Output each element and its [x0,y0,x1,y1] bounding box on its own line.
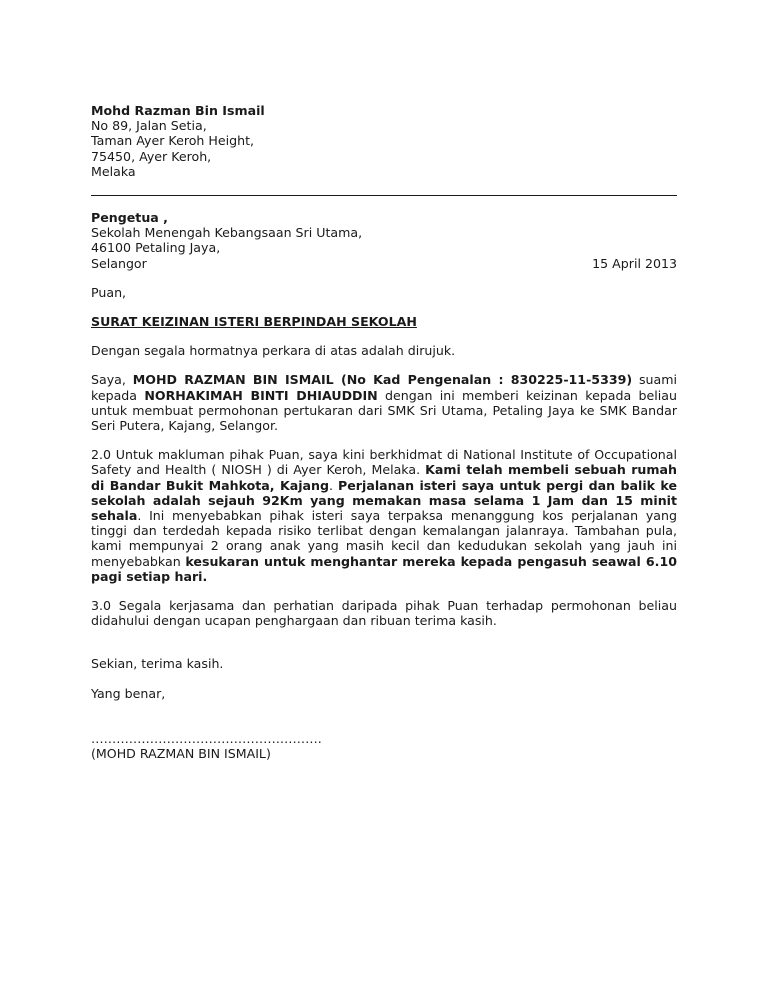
signature-name: (MOHD RAZMAN BIN ISMAIL) [91,746,271,762]
subject-heading: SURAT KEIZINAN ISTERI BERPINDAH SEKOLAH [91,314,417,330]
husband-identity: MOHD RAZMAN BIN ISMAIL (No Kad Pengenalan : 830225-11-5339) [132,372,633,388]
wife-name: NORHAKIMAH BINTI DHIAUDDIN [144,387,378,403]
sender-address-line: Taman Ayer Keroh Height, [91,133,255,149]
text: suami kepada [91,372,678,403]
text: . Ini menyebabkan pihak isteri saya terpaksa menanggung kos perjalanan yang tinggi dan terdedah kepada risiko terlibat dengan kemalangan jalanraya. Tambahan pula, kami mempunyai 2 orang anak yang masih kecil dan kedudukan sekolah yang jauh ini menyebabkan [91,508,677,569]
house-statement: Kami telah membeli sebuah rumah di Bandar Bukit Mahkota, Kajang [91,462,677,493]
paragraph-reason [91,447,677,584]
paragraph-thanks: 3.0 Segala kerjasama dan perhatian daripada pihak Puan terhadap permohonan beliau didahului dengan ucapan penghargaan dan ribuan terima kasih. [91,598,677,629]
travel-statement: Perjalanan isteri saya untuk pergi dan balik ke sekolah adalah sejauh 92Km yang memakan masa selama 1 Jam dan 15 minit sehala [91,477,677,524]
sender-name: Mohd Razman Bin Ismail [91,103,265,118]
sender-address-line: Melaka [91,163,136,179]
header-divider [91,195,677,196]
signature-line: ………………………………………………. [91,730,322,746]
text: Saya, [91,372,133,388]
sender-address-line: 75450, Ayer Keroh, [91,148,212,164]
paragraph-consent [91,372,677,433]
recipient-address-line: 46100 Petaling Jaya, [91,240,221,256]
text: . [329,477,339,493]
sender-address-line: No 89, Jalan Setia, [91,118,207,134]
recipient-title: Pengetua , [91,210,168,226]
salutation: Puan, [91,284,127,300]
recipient-last-row [91,256,677,271]
recipient-address-line: Sekolah Menengah Kebangsaan Sri Utama, [91,225,363,241]
letter-date: 15 April 2013 [592,255,677,271]
text: 2.0 Untuk makluman pihak Puan, saya kini berkhidmat di National Institute of Occupational Safety and Health ( NIOSH ) di Ayer Keroh, Melaka. [91,447,677,478]
text: dengan ini memberi keizinan kepada beliau untuk membuat permohonan pertukaran dari SMK Sri Utama, Petaling Jaya ke SMK Bandar Seri Putera, Kajang, Selangor. [91,387,677,434]
closing: Sekian, terima kasih. [91,656,224,672]
difficulty-statement: kesukaran untuk menghantar mereka kepada pengasuh seawal 6.10 pagi setiap hari. [91,553,677,584]
sender-block [91,103,677,179]
recipient-address-line: Selangor [91,255,147,271]
intro-paragraph: Dengan segala hormatnya perkara di atas adalah dirujuk. [91,343,456,359]
letter [91,103,677,761]
sign-off: Yang benar, [91,685,166,701]
recipient-block [91,210,677,271]
